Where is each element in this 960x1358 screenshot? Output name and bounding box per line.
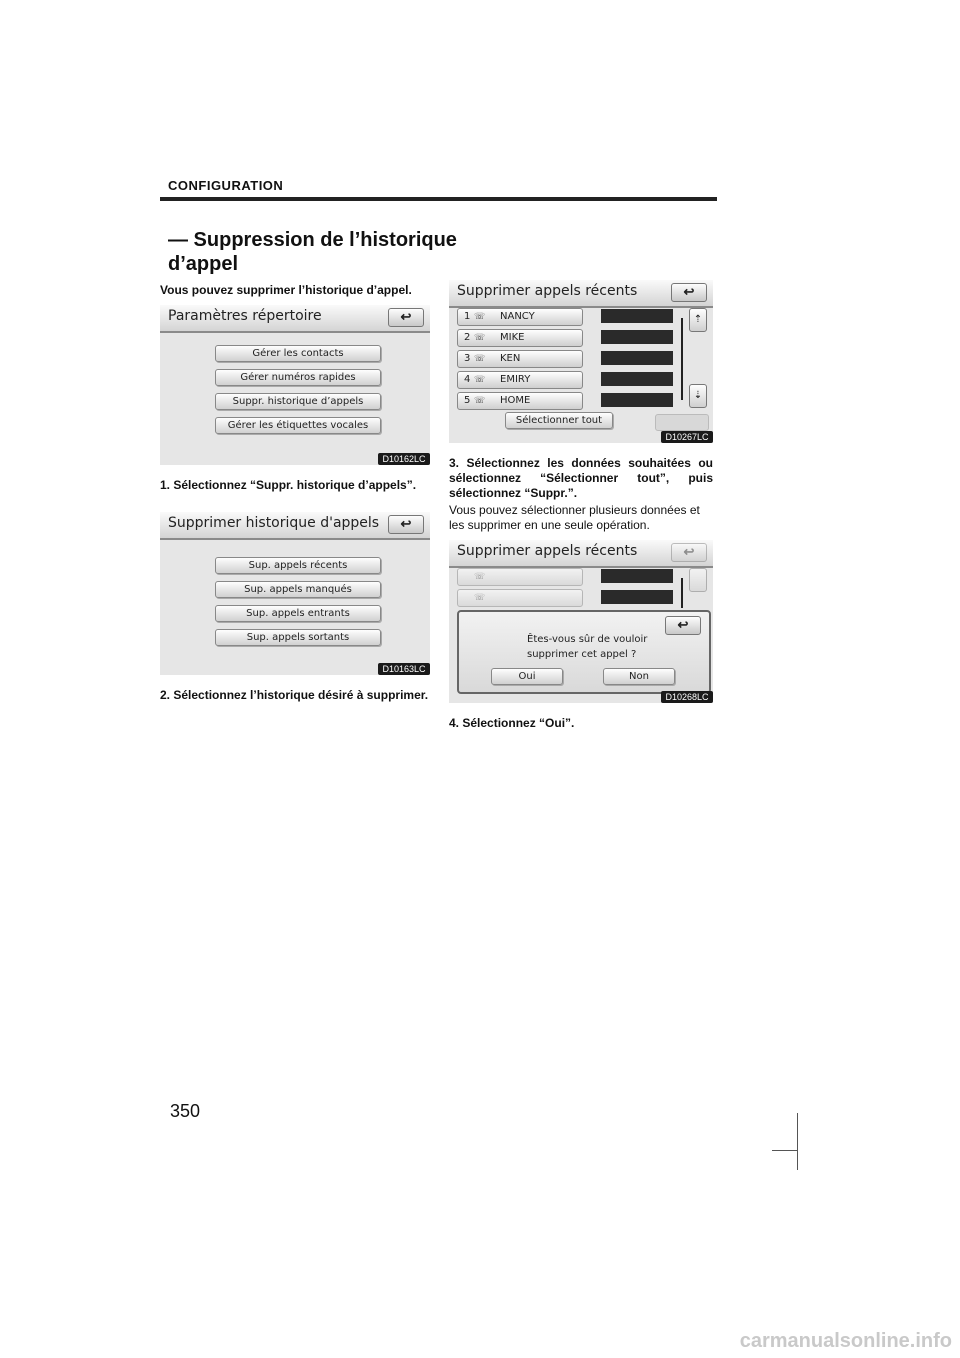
call-entry[interactable] — [457, 371, 583, 389]
delete-outgoing-calls-button[interactable]: Sup. appels sortants — [215, 629, 381, 646]
screen-title: Supprimer appels récents — [457, 543, 638, 559]
back-button[interactable] — [671, 283, 707, 302]
call-entry[interactable] — [457, 329, 583, 347]
no-button[interactable]: Non — [603, 668, 675, 685]
entry-number: 2 — [464, 332, 471, 343]
header-rule — [160, 197, 717, 201]
scrollbar-track — [681, 578, 683, 608]
entry-name: HOME — [500, 395, 531, 406]
delete-call-history-button[interactable]: Suppr. historique d’appels — [215, 393, 381, 410]
entry-name: KEN — [500, 353, 521, 364]
back-arrow-icon: ↩ — [677, 617, 689, 632]
screen-confirm-delete — [449, 540, 713, 703]
screen-phonebook-settings — [160, 305, 430, 465]
manage-speed-dials-button[interactable]: Gérer numéros rapides — [215, 369, 381, 386]
entry-detail-bar — [601, 590, 673, 604]
delete-recent-calls-button[interactable]: Sup. appels récents — [215, 557, 381, 574]
scroll-down-icon: ⇣ — [693, 390, 703, 401]
entry-name: NANCY — [500, 311, 535, 322]
phone-icon: ☏ — [474, 375, 486, 385]
screen-title: Supprimer historique d'appels — [168, 515, 380, 531]
image-code: D10163LC — [378, 663, 430, 675]
phone-icon: ☏ — [474, 396, 486, 406]
scroll-up-button — [689, 568, 707, 592]
phone-icon: ☏ — [474, 333, 486, 343]
screen-title-bar — [449, 280, 713, 308]
call-entry[interactable] — [457, 308, 583, 326]
confirm-dialog — [457, 610, 711, 694]
phone-icon: ☏ — [474, 572, 486, 582]
entry-number: 3 — [464, 353, 471, 364]
delete-button[interactable] — [655, 414, 709, 431]
entry-detail-bar — [601, 351, 673, 365]
image-code: D10162LC — [378, 453, 430, 465]
scrollbar-track[interactable] — [681, 318, 683, 400]
screen-delete-recent-calls — [449, 280, 713, 443]
step-3: 3. Sélectionnez les données souhaitées ou sélectionnez “Sélectionner tout”, puis sélectionnez “Suppr.”. — [449, 456, 713, 500]
dialog-message-line-1: Êtes-vous sûr de vouloir — [527, 634, 648, 645]
delete-incoming-calls-button[interactable]: Sup. appels entrants — [215, 605, 381, 622]
screen-title-bar — [160, 305, 430, 333]
back-arrow-icon: ↩ — [683, 284, 695, 299]
scroll-down-button[interactable] — [689, 384, 707, 408]
step-2: 2. Sélectionnez l’historique désiré à supprimer. — [160, 688, 429, 702]
call-entry — [457, 568, 583, 586]
entry-number: 4 — [464, 374, 471, 385]
watermark: carmanualsonline.info — [739, 1330, 952, 1352]
entry-detail-bar — [601, 309, 673, 323]
dialog-back-button[interactable] — [665, 616, 701, 635]
entry-number: 1 — [464, 311, 471, 322]
scroll-up-button[interactable] — [689, 308, 707, 332]
manage-contacts-button[interactable]: Gérer les contacts — [215, 345, 381, 362]
screen-title: Supprimer appels récents — [457, 283, 638, 299]
screen-title-bar — [449, 540, 713, 568]
back-button[interactable] — [388, 308, 424, 327]
manage-voice-tags-button[interactable]: Gérer les étiquettes vocales — [215, 417, 381, 434]
back-arrow-icon: ↩ — [400, 516, 412, 531]
phone-icon: ☏ — [474, 312, 486, 322]
step-1: 1. Sélectionnez “Suppr. historique d’appels”. — [160, 478, 417, 492]
step-3-note: Vous pouvez sélectionner plusieurs données et les supprimer en une seule opération. — [449, 503, 700, 532]
crop-mark-horizontal — [772, 1150, 797, 1151]
entry-name: EMIRY — [500, 374, 531, 385]
entry-detail-bar — [601, 569, 673, 583]
entry-detail-bar — [601, 393, 673, 407]
call-entry[interactable] — [457, 392, 583, 410]
page-title: — Suppression de l’historique d’appel — [168, 229, 457, 275]
back-arrow-icon: ↩ — [400, 309, 412, 324]
yes-button[interactable]: Oui — [491, 668, 563, 685]
phone-icon: ☏ — [474, 354, 486, 364]
page-number: 350 — [170, 1101, 201, 1121]
crop-mark-vertical — [797, 1113, 798, 1170]
entry-detail-bar — [601, 330, 673, 344]
back-button — [671, 543, 707, 562]
step-4: 4. Sélectionnez “Oui”. — [449, 716, 575, 730]
screen-title: Paramètres répertoire — [168, 308, 322, 324]
intro-text: Vous pouvez supprimer l’historique d’appel. — [160, 283, 412, 297]
section-header: CONFIGURATION — [168, 178, 284, 193]
back-arrow-icon: ↩ — [683, 544, 695, 559]
screen-delete-call-history — [160, 512, 430, 675]
phone-icon: ☏ — [474, 593, 486, 603]
image-code: D10268LC — [661, 691, 713, 703]
entry-name: MIKE — [500, 332, 525, 343]
delete-missed-calls-button[interactable]: Sup. appels manqués — [215, 581, 381, 598]
entry-detail-bar — [601, 372, 673, 386]
back-button[interactable] — [388, 515, 424, 534]
entry-number: 5 — [464, 395, 471, 406]
screen-title-bar — [160, 512, 430, 540]
select-all-button[interactable]: Sélectionner tout — [505, 412, 613, 429]
call-entry[interactable] — [457, 350, 583, 368]
scroll-up-icon: ⇡ — [693, 314, 703, 325]
image-code: D10267LC — [661, 431, 713, 443]
dialog-message-line-2: supprimer cet appel ? — [527, 649, 637, 660]
call-entry — [457, 589, 583, 607]
